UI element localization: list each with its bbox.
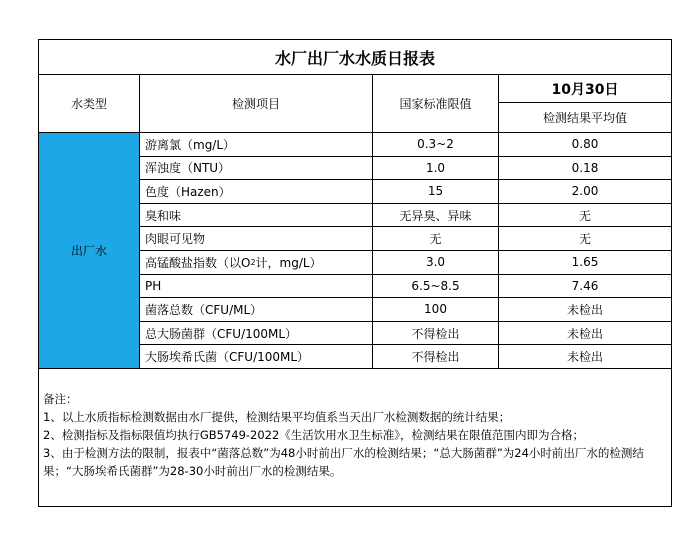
header-national-standard: 国家标准限值 bbox=[373, 75, 499, 133]
result-cell: 无 bbox=[499, 204, 671, 228]
notes bbox=[43, 390, 663, 480]
standard-cell: 15 bbox=[373, 180, 499, 204]
result-cell: 未检出 bbox=[499, 322, 671, 346]
item-cell: 浑浊度（NTU） bbox=[140, 157, 373, 181]
item-cell: 大肠埃希氏菌（CFU/100ML） bbox=[140, 345, 373, 369]
item-subscript: 2 bbox=[250, 257, 256, 267]
report-title: 水厂出厂水水质日报表 bbox=[39, 40, 671, 75]
header-water-type: 水类型 bbox=[39, 75, 140, 133]
header-date: 10月30日 bbox=[499, 75, 671, 103]
result-cell: 未检出 bbox=[499, 345, 671, 369]
item-cell: 菌落总数（CFU/ML） bbox=[140, 298, 373, 322]
result-cell: 未检出 bbox=[499, 298, 671, 322]
note-line-1: 1、以上水质指标检测数据由水厂提供，检测结果平均值系当天出厂水检测数据的统计结果； bbox=[43, 410, 511, 424]
header-test-item: 检测项目 bbox=[140, 75, 373, 133]
note-line-3: 3、由于检测方法的限制，报表中“菌落总数”为48小时前出厂水的检测结果；“总大肠菌群”为24小时前出厂水的检测结果；“大肠埃希氏菌群”为28-30小时前出厂水的检测结果。 bbox=[43, 446, 644, 478]
standard-cell: 无异臭、异味 bbox=[373, 204, 499, 228]
result-cell: 0.80 bbox=[499, 133, 671, 157]
result-cell: 无 bbox=[499, 227, 671, 251]
item-cell: 臭和味 bbox=[140, 204, 373, 228]
standard-cell: 不得检出 bbox=[373, 322, 499, 346]
item-cell: 总大肠菌群（CFU/100ML） bbox=[140, 322, 373, 346]
result-cell: 2.00 bbox=[499, 180, 671, 204]
standard-cell: 3.0 bbox=[373, 251, 499, 275]
item-cell bbox=[140, 251, 373, 275]
water-quality-report bbox=[38, 39, 672, 507]
standard-cell: 1.0 bbox=[373, 157, 499, 181]
water-type-cell: 出厂水 bbox=[39, 133, 140, 369]
item-cell: 色度（Hazen） bbox=[140, 180, 373, 204]
header-result-average: 检测结果平均值 bbox=[499, 103, 671, 133]
result-cell: 0.18 bbox=[499, 157, 671, 181]
standard-cell: 100 bbox=[373, 298, 499, 322]
item-cell: 游离氯（mg/L） bbox=[140, 133, 373, 157]
standard-cell: 6.5~8.5 bbox=[373, 275, 499, 299]
standard-cell: 无 bbox=[373, 227, 499, 251]
item-cell: 肉眼可见物 bbox=[140, 227, 373, 251]
result-cell: 7.46 bbox=[499, 275, 671, 299]
item-text: 计，mg/L） bbox=[255, 255, 322, 270]
note-line-2: 2、检测指标及指标限值均执行GB5749-2022《生活饮用水卫生标准》，检测结果在限值范围内即为合格； bbox=[43, 428, 585, 442]
item-cell: PH bbox=[140, 275, 373, 299]
item-text: 高锰酸盐指数（以O bbox=[145, 255, 251, 270]
notes-heading: 备注： bbox=[43, 392, 78, 406]
result-cell: 1.65 bbox=[499, 251, 671, 275]
standard-cell: 0.3~2 bbox=[373, 133, 499, 157]
standard-cell: 不得检出 bbox=[373, 345, 499, 369]
